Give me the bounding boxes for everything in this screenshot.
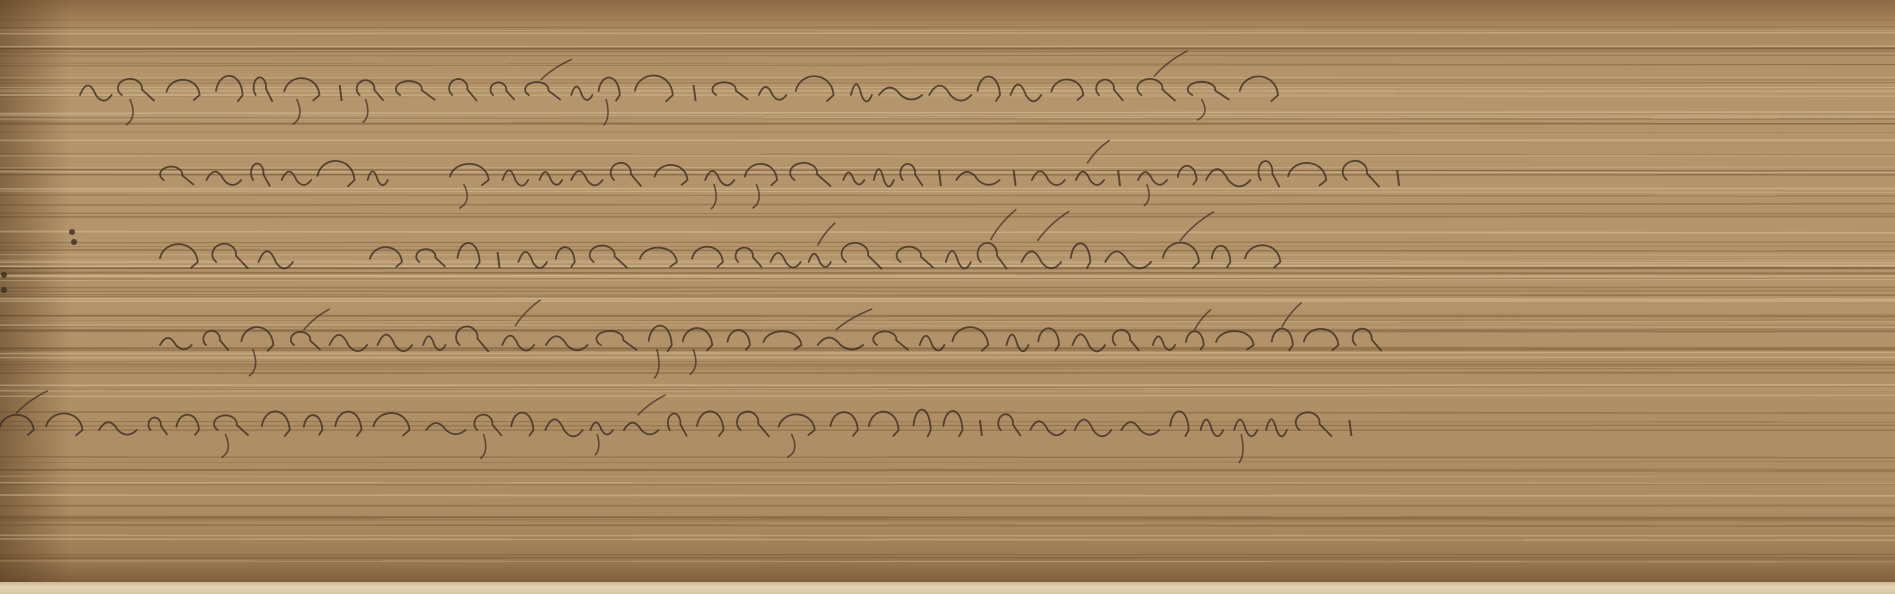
leaf-bottom-edge: [0, 582, 1895, 594]
script-line-3: [160, 209, 1280, 268]
margin-marks: [1, 229, 77, 293]
script-line-2: [160, 140, 1399, 209]
script-line-5: [0, 391, 1351, 463]
script-line-4: [160, 300, 1381, 378]
script-line-1: [80, 51, 1278, 126]
